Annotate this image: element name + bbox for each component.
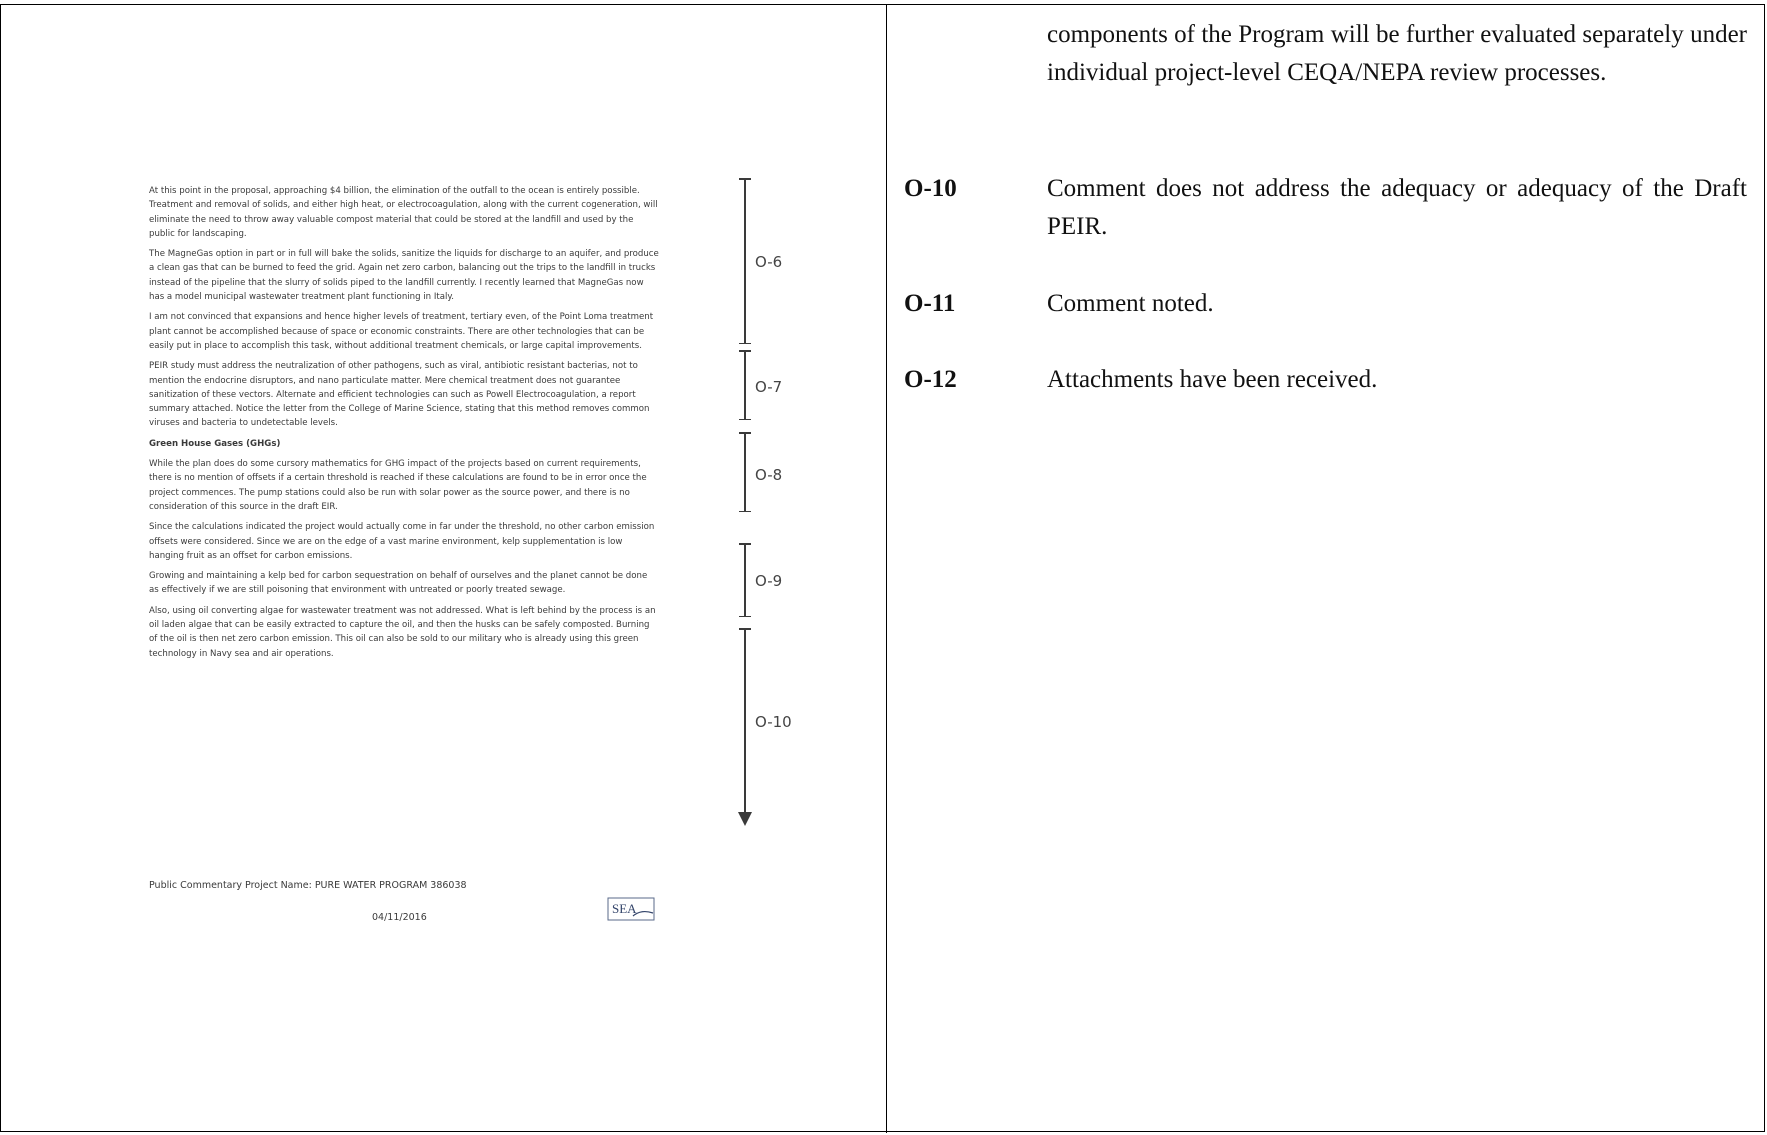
letter-paragraph: The MagneGas option in part or in full will bake the solids, sanitize the liquids for discharge to an aquifer, and produce a clean gas that can be burned to feed the grid. Again net zero carbon, balancing out the trips to the landfill in trucks instead of the pipeline that the slurry of solids piped to the landfill currently. I recently learned that MagneGas now has a model municipal wastewater treatment plant functioning in Italy. — [149, 249, 659, 303]
letter-paragraph: While the plan does do some cursory mathematics for GHG impact of the projects based on current requirements, there is no mention of offsets if a certain threshold is reached if these calculations are found to be in error once the project commences. The pump stations could also be run with solar power as the source power, and there is no consideration of this source in the draft EIR. — [149, 459, 647, 512]
bracket-o10 — [738, 628, 752, 824]
sea-logo — [607, 897, 655, 921]
letter-paragraph: PEIR study must address the neutralization of other pathogens, such as viral, antibiotic resistant bacterias, not to mention the endocrine disruptors, and nano particulate matter. Mere chemical treatment does not guarantee sanitization of these vectors. Alternate and efficient technologies can such as Powell Electrocoagulation, a report summary attached. Notice the letter from the College of Marine Science, stating that this method removes common viruses and bacteria to undetectable levels. — [149, 361, 650, 429]
response-code-o11: O-11 — [904, 290, 956, 317]
letter-heading: Green House Gases (GHGs) — [149, 438, 281, 449]
bracket-o7 — [738, 350, 752, 420]
bracket-label-o9: O-9 — [755, 572, 783, 590]
letter-footer-project: Public Commentary Project Name: PURE WATER PROGRAM 386038 — [149, 880, 467, 891]
letter-paragraph: I am not convinced that expansions and hence higher levels of treatment, tertiary even, of the Point Loma treatment plant cannot be accomplished because of space or economic constraints. There are other technologies that can be easily put in place to accomplish this task, without additional treatment chemicals, or large capital improvements. — [149, 312, 654, 351]
response-text-o12: Attachments have been received. — [1047, 366, 1378, 393]
letter-paragraph: Since the calculations indicated the project would actually come in far under the threshold, no other carbon emission offsets were considered. Since we are on the edge of a vast marine environment, kelp supplementation is low hanging fruit as an offset for carbon emissions. — [149, 522, 655, 561]
bracket-label-o7: O-7 — [755, 378, 783, 396]
letter-footer-date: 04/11/2016 — [372, 912, 427, 923]
comment-letter — [149, 184, 659, 667]
arrow-down-icon — [738, 812, 752, 826]
sea-logo-text: SEA — [612, 901, 637, 916]
bracket-label-o6: O-6 — [755, 253, 783, 271]
response-code-o10: O-10 — [904, 175, 957, 202]
response-text-o10: Comment does not address the adequacy or adequacy of the Draft PEIR. — [1047, 175, 1747, 240]
bracket-o8 — [738, 432, 752, 512]
response-code-o12: O-12 — [904, 366, 957, 393]
response-continuation: components of the Program will be further evaluated separately under individual project-level CEQA/NEPA review processes. — [1047, 21, 1747, 86]
column-divider — [886, 5, 887, 1133]
letter-paragraph: At this point in the proposal, approaching $4 billion, the elimination of the outfall to the ocean is entirely possible. Treatment and removal of solids, and either high heat, or electrocoagulation, along with the current cogeneration, will eliminate the need to throw away valuable compost material that could be stored at the landfill and used by the public for landscaping. — [149, 186, 658, 239]
letter-paragraph: Also, using oil converting algae for wastewater treatment was not addressed. What is left behind by the process is an oil laden algae that can be easily extracted to capture the oil, and then the husks can be safely composted. Burning of the oil is then net zero carbon emission. This oil can also be sold to our military who is already using this green technology in Navy sea and air operations. — [149, 605, 656, 659]
bracket-o9 — [738, 543, 752, 617]
response-text-o11: Comment noted. — [1047, 290, 1214, 317]
bracket-label-o8: O-8 — [755, 466, 783, 484]
bracket-label-o10: O-10 — [755, 713, 792, 731]
bracket-o6 — [738, 178, 752, 344]
letter-paragraph: Growing and maintaining a kelp bed for carbon sequestration on behalf of ourselves and the planet cannot be done as effectively if we are still poisoning that environment with untreated or poorly treated sewage. — [149, 571, 648, 596]
